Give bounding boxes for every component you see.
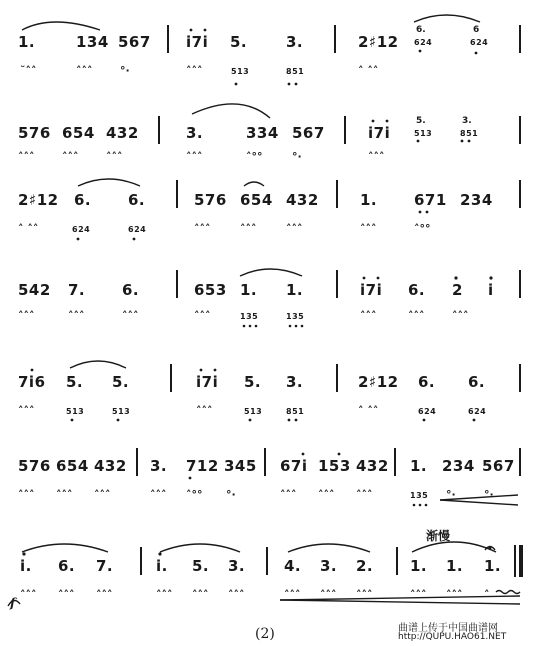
slur [412, 542, 496, 552]
accomp-pattern: ˄˄˄ [228, 588, 245, 601]
chord-note: 851 [286, 407, 305, 416]
note: 1. [446, 557, 464, 575]
low-dot [189, 477, 192, 480]
accomp-pattern: ˄˄˄ [194, 222, 211, 235]
note: 5. [192, 557, 210, 575]
note: 1. [410, 557, 428, 575]
accomp-pattern: ˄˄˄ [194, 309, 211, 322]
chord-note: 513 [112, 407, 131, 416]
note: 153 [318, 457, 351, 475]
note: 5. [230, 33, 248, 51]
note: 654 [56, 457, 89, 475]
slur [240, 269, 302, 276]
barline [167, 25, 169, 53]
accomp-pattern: ˄˄˄ [356, 488, 373, 501]
barline [336, 270, 338, 298]
accomp-pattern: °· [292, 150, 302, 163]
accomp-pattern: ˄˄˄ [56, 488, 73, 501]
accomp-pattern: ˄°° [186, 488, 203, 501]
page-number: (2) [255, 626, 275, 642]
note: 2♯12 [18, 191, 59, 209]
barline [519, 180, 521, 208]
barline [140, 547, 142, 575]
note: 654 [240, 191, 273, 209]
low-dot [288, 419, 291, 422]
chord-note: 513 [231, 67, 250, 76]
accomp-pattern: ˄˄˄ [122, 309, 139, 322]
octave-dot [489, 276, 492, 279]
accomp-pattern: ˄˄˄ [186, 150, 203, 163]
note: 6. [408, 281, 426, 299]
barline [336, 180, 338, 208]
chord-note: 135 [240, 312, 259, 321]
accomp-pattern: ˄˄˄ [452, 309, 469, 322]
chord-note: 135 [410, 491, 429, 500]
barline [170, 364, 172, 392]
chord-note: 624 [414, 38, 433, 47]
accomp-pattern: ˄˄˄ [58, 588, 75, 601]
note: i7i [360, 281, 383, 299]
note: 432 [286, 191, 319, 209]
note: 3. [286, 33, 304, 51]
low-dot [475, 52, 478, 55]
upper-note: 6. [416, 25, 426, 35]
accomp-pattern: °· [226, 488, 236, 501]
low-dot [461, 140, 464, 143]
note: 1. [410, 457, 428, 475]
note: 654 [62, 124, 95, 142]
octave-dot [158, 552, 161, 555]
barline [519, 448, 521, 476]
low-dot [255, 325, 258, 328]
note: 1. [484, 557, 502, 575]
octave-dot [204, 29, 207, 32]
accomp-pattern: ˄˄˄ [94, 488, 111, 501]
note: 6. [74, 191, 92, 209]
octave-dot [363, 277, 366, 280]
note: 712 [186, 457, 219, 475]
accomp-pattern: ˄˄˄ [196, 404, 213, 417]
note: 6. [122, 281, 140, 299]
barline [519, 364, 521, 392]
accomp-pattern: ˄˄˄ [76, 64, 93, 77]
accomp-pattern: ˄˄˄ [360, 222, 377, 235]
slur [160, 544, 240, 552]
accomp-pattern: ˄˄˄ [410, 588, 427, 601]
note: 2 [452, 281, 463, 299]
note: 576 [194, 191, 227, 209]
accomp-pattern: ˄ ˄˄ [18, 222, 39, 235]
slur [22, 544, 108, 552]
accomp-pattern: ˄˄˄ [150, 488, 167, 501]
barline [519, 270, 521, 298]
barline [136, 448, 138, 476]
low-dot [419, 50, 422, 53]
accomp-pattern: ˄˄˄ [446, 588, 463, 601]
watermark-line-2: http://QUPU.HAO61.NET [398, 632, 507, 642]
final-barline-thick [519, 545, 523, 577]
note: 567 [482, 457, 515, 475]
chord-note: 851 [286, 67, 305, 76]
accomp-pattern: ˄˄˄ [18, 309, 35, 322]
note: 334 [246, 124, 279, 142]
note: 1. [240, 281, 258, 299]
barline [176, 180, 178, 208]
low-dot [301, 325, 304, 328]
accomp-pattern: ˄˄˄ [240, 222, 257, 235]
note: 5. [112, 373, 130, 391]
chord-note: 851 [460, 129, 479, 138]
trill-line [496, 591, 520, 594]
note: 432 [94, 457, 127, 475]
barline [394, 448, 396, 476]
note: 67i [280, 457, 308, 475]
slur [414, 15, 480, 22]
slur [288, 544, 370, 552]
accomp-pattern: ˄˄˄ [356, 588, 373, 601]
upper-note: 5. [416, 116, 426, 126]
note: 3. [228, 557, 246, 575]
note: 134 [76, 33, 109, 51]
note: 4. [284, 557, 302, 575]
barline [334, 25, 336, 53]
accomp-pattern: ˄°° [414, 222, 431, 235]
note: i7i [186, 33, 209, 51]
low-dot [288, 83, 291, 86]
octave-dot [454, 276, 457, 279]
low-dot [249, 325, 252, 328]
octave-dot [386, 120, 389, 123]
slur [78, 179, 140, 186]
accomp-pattern: ˄˄˄ [320, 588, 337, 601]
chord-note: 513 [414, 129, 433, 138]
chord-note: 513 [244, 407, 263, 416]
octave-dot [200, 369, 203, 372]
note: 3. [320, 557, 338, 575]
accomp-pattern: °· [484, 488, 494, 501]
slur [192, 104, 270, 118]
low-dot [289, 325, 292, 328]
note: 1. [360, 191, 378, 209]
accomp-pattern: ˄ ˄˄ [358, 64, 379, 77]
accomp-pattern: °· [120, 64, 130, 77]
low-dot [417, 140, 420, 143]
fermata [485, 547, 495, 551]
octave-dot [22, 552, 25, 555]
barline [396, 547, 398, 575]
accomp-pattern: ˄˄˄ [186, 64, 203, 77]
low-dot [419, 211, 422, 214]
octave-dot [190, 29, 193, 32]
note: 234 [442, 457, 475, 475]
note: 5. [66, 373, 84, 391]
note: 6. [58, 557, 76, 575]
note: i7i [196, 373, 219, 391]
note: 542 [18, 281, 51, 299]
low-dot [413, 504, 416, 507]
chord-note: 135 [286, 312, 305, 321]
chord-note: 624 [468, 407, 487, 416]
note: 6. [418, 373, 436, 391]
slur [22, 22, 100, 30]
barline [336, 364, 338, 392]
octave-dot [377, 277, 380, 280]
chord-note: 624 [128, 225, 147, 234]
accomp-pattern: ˄˄˄ [62, 150, 79, 163]
note: i. [156, 557, 168, 575]
chord-note: 624 [470, 38, 489, 47]
accomp-pattern: ˄˄˄ [18, 404, 35, 417]
low-dot [71, 419, 74, 422]
tempo-mark: 渐慢 [426, 529, 451, 543]
note: 576 [18, 124, 51, 142]
low-dot [426, 211, 429, 214]
low-dot [243, 325, 246, 328]
note: 432 [106, 124, 139, 142]
octave-dot [31, 369, 34, 372]
note: 432 [356, 457, 389, 475]
accomp-pattern: ˄ [484, 588, 490, 601]
accomp-pattern: ˄˄˄ [280, 488, 297, 501]
accomp-pattern: ˄˄˄ [286, 222, 303, 235]
note: 1. [286, 281, 304, 299]
low-dot [468, 140, 471, 143]
low-dot [295, 419, 298, 422]
note: 3. [150, 457, 168, 475]
note: 576 [18, 457, 51, 475]
low-dot [473, 419, 476, 422]
upper-note: 6 [473, 25, 480, 35]
accomp-pattern: °· [446, 488, 456, 501]
chord-note: 624 [418, 407, 437, 416]
accomp-pattern: ˄˄˄ [156, 588, 173, 601]
accomp-pattern: ˄˄˄ [192, 588, 209, 601]
low-dot [419, 504, 422, 507]
note: 7i6 [18, 373, 46, 391]
note: 671 [414, 191, 447, 209]
note: 5. [244, 373, 262, 391]
low-dot [249, 419, 252, 422]
low-dot [77, 238, 80, 241]
accomp-pattern: ˄˄˄ [20, 588, 37, 601]
note: 2. [356, 557, 374, 575]
note: 6. [468, 373, 486, 391]
note: i7i [368, 124, 391, 142]
barline [158, 116, 160, 144]
watermark-line-1: 曲谱上传于中国曲谱网 [398, 623, 498, 634]
low-dot [235, 83, 238, 86]
accomp-pattern: ˄°° [246, 150, 263, 163]
note: 3. [186, 124, 204, 142]
octave-dot [372, 120, 375, 123]
note: 7. [68, 281, 86, 299]
barline [344, 116, 346, 144]
accomp-pattern: ˄˄˄ [18, 150, 35, 163]
low-dot [425, 504, 428, 507]
chord-note: 624 [72, 225, 91, 234]
note: i. [20, 557, 32, 575]
note: 234 [460, 191, 493, 209]
dynamic-mark: f [10, 596, 16, 610]
note: 2♯12 [358, 33, 399, 51]
barline [176, 270, 178, 298]
note: 653 [194, 281, 227, 299]
accomp-pattern: ˄˄˄ [68, 309, 85, 322]
octave-dot [302, 453, 305, 456]
accomp-pattern: ˄ ˄˄ [358, 404, 379, 417]
note: 567 [118, 33, 151, 51]
barline [266, 547, 268, 575]
note: 2♯12 [358, 373, 399, 391]
upper-note: 3. [462, 116, 472, 126]
accomp-pattern: ˄˄˄ [368, 150, 385, 163]
accomp-pattern: ˄˄˄ [96, 588, 113, 601]
barline [519, 116, 521, 144]
note: 1. [18, 33, 36, 51]
accomp-pattern: ˄˄˄ [284, 588, 301, 601]
low-dot [295, 83, 298, 86]
low-dot [133, 238, 136, 241]
note: i [488, 281, 494, 299]
slur [70, 361, 126, 368]
accomp-pattern: ˄˄˄ [18, 488, 35, 501]
note: 6. [128, 191, 146, 209]
low-dot [117, 419, 120, 422]
accomp-pattern: ˄˄˄ [360, 309, 377, 322]
final-barline-thin [514, 545, 516, 577]
octave-dot [214, 369, 217, 372]
accomp-pattern: ˄˄˄ [106, 150, 123, 163]
barline [264, 448, 266, 476]
accomp-pattern: ˄˄˄ [318, 488, 335, 501]
note: 7. [96, 557, 114, 575]
note: 345 [224, 457, 257, 475]
barline [519, 25, 521, 53]
accomp-pattern: ˘˄˄ [20, 64, 37, 77]
low-dot [423, 419, 426, 422]
fermata-dot [489, 547, 492, 550]
note: 3. [286, 373, 304, 391]
low-dot [295, 325, 298, 328]
octave-dot [338, 453, 341, 456]
slur [244, 182, 264, 186]
chord-note: 513 [66, 407, 85, 416]
note: 567 [292, 124, 325, 142]
accomp-pattern: ˄˄˄ [408, 309, 425, 322]
